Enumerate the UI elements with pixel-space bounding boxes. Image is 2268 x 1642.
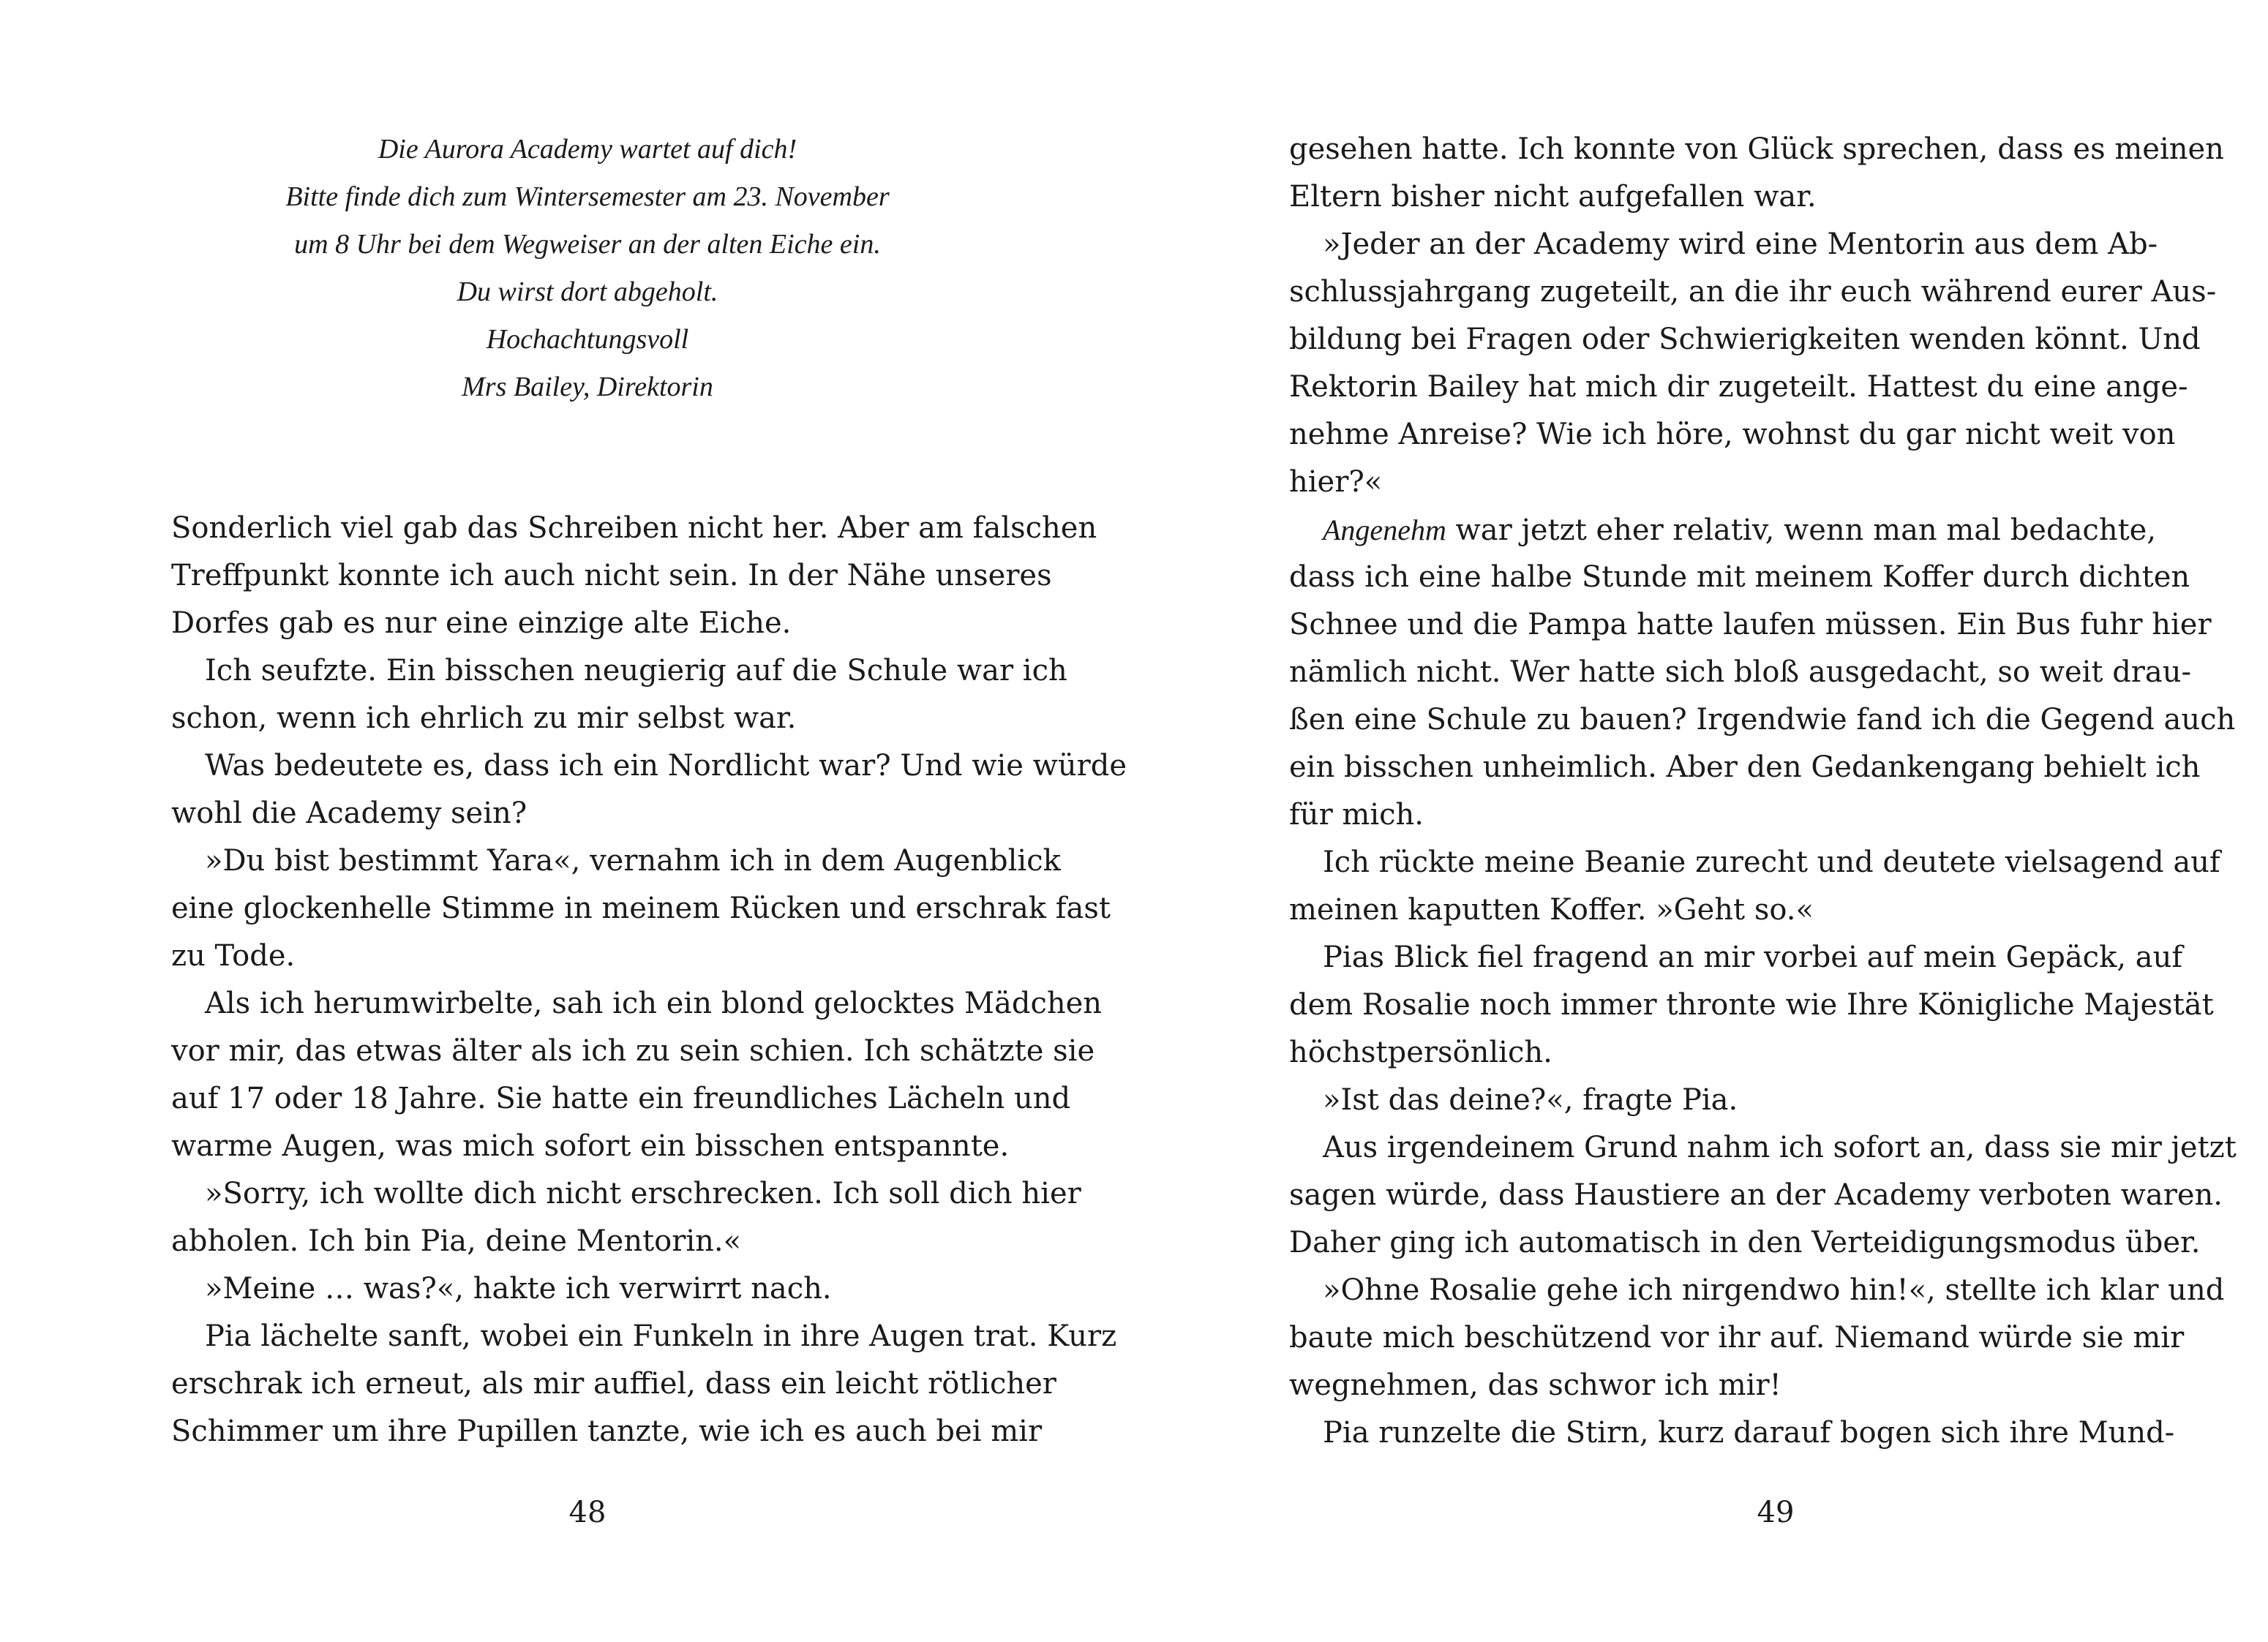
text-line: Rektorin Bailey hat mich dir zugeteilt. Hattest du eine ange- — [1289, 370, 2188, 404]
text-line-rest: war jetzt eher relativ, wenn man mal bedachte, — [1455, 513, 2157, 547]
text-line: sagen würde, dass Haustiere an der Academy verboten waren. — [1289, 1178, 2223, 1212]
text-line: Daher ging ich automatisch in den Verteidigungsmodus über. — [1289, 1226, 2201, 1259]
text-line: dass ich eine halbe Stunde mit meinem Koffer durch dichten — [1289, 560, 2190, 594]
text-line: »Sorry, ich wollte dich nicht erschrecken. Ich soll dich hier — [205, 1177, 1081, 1210]
text-line: hier?« — [1289, 465, 1383, 499]
text-line: ein bisschen unheimlich. Aber den Gedankengang behielt ich — [1289, 750, 2201, 784]
text-line: Was bedeutete es, dass ich ein Nordlicht war? Und wie würde — [205, 749, 1127, 783]
text-line: Pia runzelte die Stirn, kurz darauf bogen sich ihre Mund- — [1323, 1416, 2175, 1450]
letter-line: Mrs Bailey, Direktorin — [462, 372, 713, 402]
page-number: 48 — [568, 1496, 607, 1529]
text-line: für mich. — [1289, 798, 1424, 832]
text-line: schon, wenn ich ehrlich zu mir selbst war. — [171, 701, 797, 735]
text-line: »Ohne Rosalie gehe ich nirgendwo hin!«, stellte ich klar und — [1323, 1273, 2225, 1307]
text-line: meinen kaputten Koffer. »Geht so.« — [1289, 893, 1814, 927]
text-line: zu Tode. — [171, 939, 296, 973]
text-line: bildung bei Fragen oder Schwierigkeiten wenden könnt. Und — [1289, 323, 2201, 356]
text-line: auf 17 oder 18 Jahre. Sie hatte ein freundliches Lächeln und — [171, 1082, 1071, 1115]
text-line: Als ich herumwirbelte, sah ich ein blond gelocktes Mädchen — [205, 987, 1103, 1020]
text-line: vor mir, das etwas älter als ich zu sein schien. Ich schätzte sie — [171, 1034, 1095, 1068]
invitation-letter — [171, 126, 1004, 411]
text-line: Schimmer um ihre Pupillen tanzte, wie ich es auch bei mir — [171, 1415, 1043, 1448]
text-line: erschrak ich erneut, als mir auffiel, dass ein leicht rötlicher — [171, 1367, 1056, 1401]
text-line: Ich rückte meine Beanie zurecht und deutete vielsagend auf — [1323, 846, 2220, 879]
right-page — [1134, 0, 2268, 1642]
letter-line: Die Aurora Academy wartet auf dich! — [378, 134, 797, 165]
letter-line: Hochachtungsvoll — [486, 324, 689, 355]
text-line: dem Rosalie noch immer thronte wie Ihre Königliche Majestät — [1289, 988, 2214, 1022]
text-line: baute mich beschützend vor ihr auf. Niemand würde sie mir — [1289, 1321, 2185, 1355]
text-line: wegnehmen, das schwor ich mir! — [1289, 1368, 1781, 1402]
text-line: höchstpersönlich. — [1289, 1036, 1552, 1069]
letter-line: Du wirst dort abgeholt. — [457, 276, 718, 307]
text-line: Aus irgendeinem Grund nahm ich sofort an, dass sie mir jetzt — [1323, 1131, 2237, 1164]
text-line: »Meine … was?«, hakte ich verwirrt nach. — [205, 1272, 832, 1306]
text-line: nämlich nicht. Wer hatte sich bloß ausgedacht, so weit drau- — [1289, 655, 2192, 689]
text-line: ßen eine Schule zu bauen? Irgendwie fand ich die Gegend auch — [1289, 703, 2236, 737]
text-line: wohl die Academy sein? — [171, 796, 527, 830]
text-line: Pias Blick fiel fragend an mir vorbei auf mein Gepäck, auf — [1323, 941, 2183, 974]
italic-word: Angenehm — [1323, 513, 1446, 546]
text-line: »Jeder an der Academy wird eine Mentorin aus dem Ab- — [1323, 227, 2158, 261]
left-body-text — [171, 505, 1127, 1455]
text-line: »Du bist bestimmt Yara«, vernahm ich in dem Augenblick — [205, 844, 1061, 878]
text-line: eine glockenhelle Stimme in meinem Rücken und erschrak fast — [171, 892, 1111, 925]
text-line: Pia lächelte sanft, wobei ein Funkeln in ihre Augen trat. Kurz — [205, 1319, 1117, 1353]
text-line: Schnee und die Pampa hatte laufen müssen. Ein Bus fuhr hier — [1289, 608, 2212, 641]
page-number: 49 — [1757, 1496, 1795, 1529]
text-line: gesehen hatte. Ich konnte von Glück sprechen, dass es meinen — [1289, 132, 2224, 166]
text-line: Dorfes gab es nur eine einzige alte Eiche. — [171, 606, 792, 640]
letter-line: um 8 Uhr bei dem Wegweiser an der alten Eiche ein. — [294, 229, 881, 260]
text-line: Treffpunkt konnte ich auch nicht sein. In der Nähe unseres — [171, 559, 1052, 592]
text-line: nehme Anreise? Wie ich höre, wohnst du gar nicht weit von — [1289, 418, 2176, 451]
right-body-text — [1289, 126, 2237, 1457]
text-line: Ich seufzte. Ein bisschen neugierig auf die Schule war ich — [205, 654, 1067, 688]
text-line: Sonderlich viel gab das Schreiben nicht her. Aber am falschen — [171, 511, 1097, 545]
text-line: »Ist das deine?«, fragte Pia. — [1323, 1083, 1738, 1117]
text-line — [1289, 506, 2157, 554]
text-line: warme Augen, was mich sofort ein bisschen entspannte. — [171, 1129, 1010, 1163]
text-line: abholen. Ich bin Pia, deine Mentorin.« — [171, 1224, 742, 1258]
letter-line: Bitte finde dich zum Wintersemester am 23. November — [285, 181, 890, 212]
text-line: schlussjahrgang zugeteilt, an die ihr euch während eurer Aus- — [1289, 275, 2217, 309]
text-line: Eltern bisher nicht aufgefallen war. — [1289, 180, 1817, 214]
